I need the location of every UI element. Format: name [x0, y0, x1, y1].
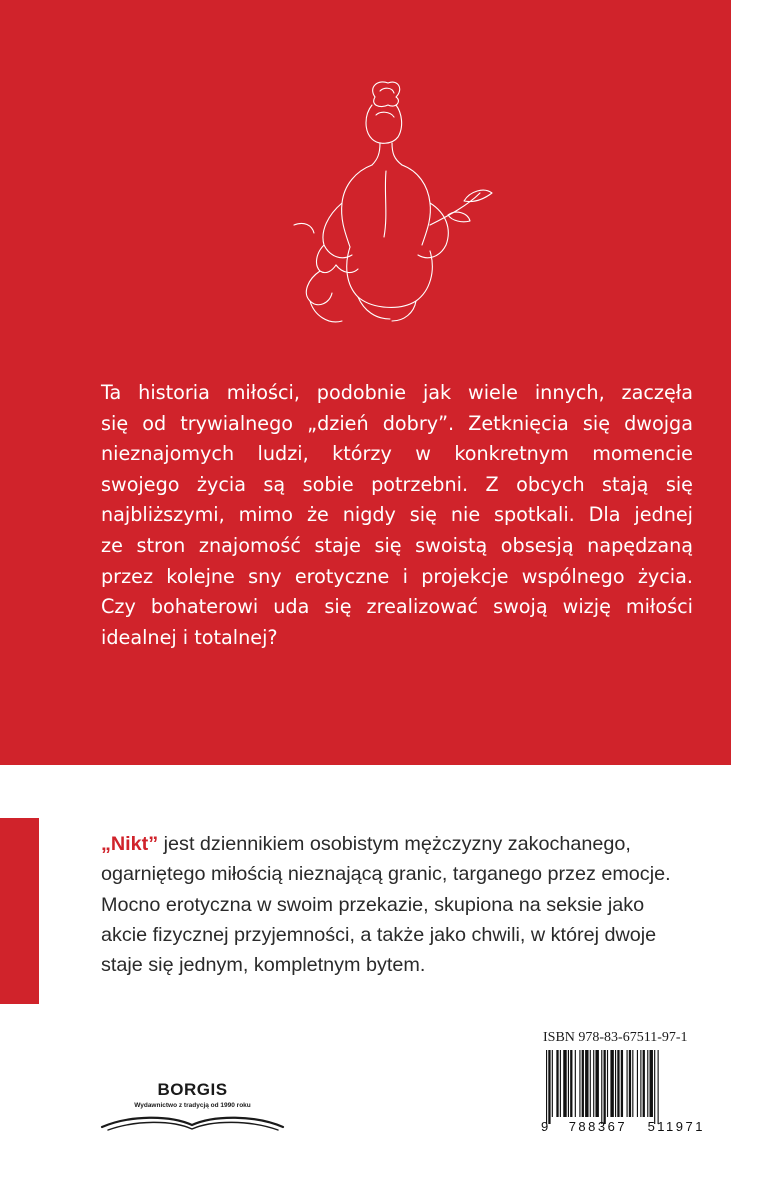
description-line: akcie fizycznej przyjemności, a także jako chwili, w której dwoje [101, 923, 657, 946]
book-title: „Nikt” [101, 833, 159, 855]
barcode-digits [541, 1119, 705, 1134]
barcode-bar [556, 1050, 558, 1117]
barcode-bar [627, 1050, 628, 1117]
barcode-bar [621, 1050, 623, 1117]
publisher-logo [100, 1075, 285, 1135]
description-line: staje się jednym, kompletnym bytem. [101, 954, 426, 977]
barcode-bar [654, 1050, 655, 1124]
barcode-bar [647, 1050, 648, 1117]
barcode-bar [585, 1050, 588, 1117]
barcode-digit-group: 511971 [647, 1119, 705, 1134]
description-line: ogarniętego miłością nieznającą granic, targanego przez emocje. [101, 863, 671, 886]
barcode-bar [643, 1050, 645, 1117]
barcode-bar [617, 1050, 619, 1117]
barcode-bar [590, 1050, 591, 1117]
barcode-bar [610, 1050, 613, 1117]
line-art-woman-icon [280, 75, 510, 340]
blurb-line: idealnej i totalnej? [101, 625, 278, 649]
publisher-name: BORGIS [157, 1080, 228, 1099]
open-book-icon [100, 1111, 285, 1133]
barcode-bar [568, 1050, 569, 1117]
blurb-line: ze stron znajomość staje się swoistą obsesją napędzaną [101, 533, 693, 557]
barcode-bar [575, 1050, 576, 1117]
blurb-line: Ta historia miłości, podobnie jak wiele innych, zaczęła [101, 381, 693, 404]
barcode-bar [604, 1050, 606, 1124]
barcode-bar [607, 1050, 608, 1117]
barcode-bar [552, 1050, 553, 1117]
description-line: Mocno erotyczna w swoim przekazie, skupiona na seksie jako [101, 893, 645, 916]
barcode-bar [650, 1050, 653, 1117]
barcode-bar [560, 1050, 561, 1117]
barcode-bar [601, 1050, 602, 1124]
blurb-line: Czy bohaterowi uda się zrealizować swoją wizję miłości [101, 595, 693, 619]
back-cover-blurb [101, 378, 693, 653]
barcode-bar [632, 1050, 633, 1117]
description-text: jest dziennikiem osobistym mężczyzny zakochanego, [158, 833, 631, 855]
barcode-bar [570, 1050, 572, 1117]
publisher-tagline: Wydawnictwo z tradycją od 1990 roku [134, 1102, 251, 1109]
barcode-icon [540, 1050, 705, 1128]
blurb-line: się od trywialnego „dzień dobry”. Zetknięcia się dwojga [101, 411, 693, 435]
red-side-accent-bar [0, 818, 39, 1004]
barcode-bar [563, 1050, 566, 1117]
isbn-label: ISBN 978-83-67511-97-1 [543, 1030, 688, 1045]
barcode-digit-group: 9 [541, 1119, 549, 1134]
barcode-digit-group: 788367 [568, 1119, 628, 1134]
barcode-bar [615, 1050, 616, 1117]
blurb-line: swojego życia są sobie potrzebni. Z obcych stają się [101, 472, 693, 496]
blurb-line: przez kolejne sny erotyczne i projekcje wspólnego życia. [101, 564, 693, 588]
barcode-bar [579, 1050, 580, 1117]
barcode-bar [582, 1050, 584, 1117]
barcode-bar [595, 1050, 598, 1117]
description-line [101, 829, 706, 859]
barcode-bar [548, 1050, 550, 1124]
book-description [101, 829, 706, 980]
barcode-bar [637, 1050, 638, 1117]
barcode-bar [593, 1050, 594, 1117]
blurb-line: najbliższymi, mimo że nigdy się nie spotkali. Dla jednej [101, 503, 693, 527]
barcode-bar [629, 1050, 631, 1117]
barcode-bar [658, 1050, 659, 1124]
blurb-line: nieznajomych ludzi, którzy w konkretnym momencie [101, 442, 693, 466]
barcode-bar [546, 1050, 547, 1124]
barcode-bar [640, 1050, 641, 1117]
